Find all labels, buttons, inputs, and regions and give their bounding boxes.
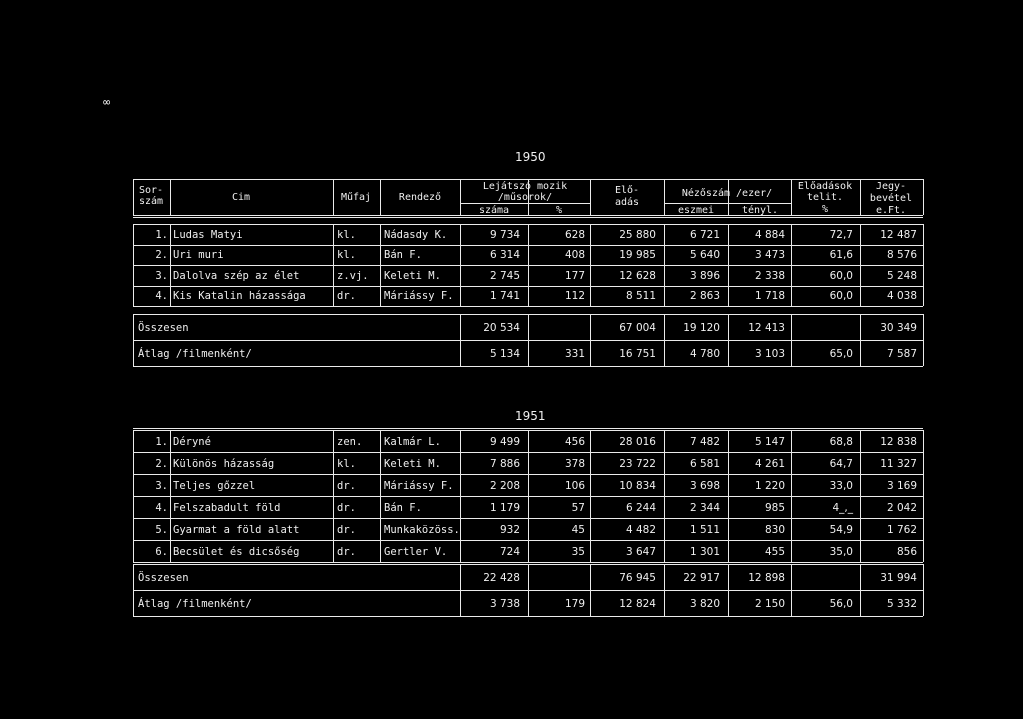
cell-eszmei: 5 640 xyxy=(689,249,720,262)
cell-telit: 64,7 xyxy=(829,457,853,470)
cell-jegy: 12 487 xyxy=(880,228,917,241)
summary-szama: 5 134 xyxy=(489,347,520,360)
summary-eload: 67 004 xyxy=(619,321,656,334)
header-mufaj: Műfaj xyxy=(340,192,372,203)
film-director: Bán F. xyxy=(384,501,422,514)
summary-tenyl: 3 103 xyxy=(754,347,785,360)
cell-eszmei: 3 698 xyxy=(689,479,720,492)
header-jegy: e.Ft. xyxy=(875,205,907,216)
cell-eload: 25 880 xyxy=(619,228,656,241)
cell-eload: 10 834 xyxy=(619,479,656,492)
film-director: Keleti M. xyxy=(384,457,441,470)
cell-jegy: 4 038 xyxy=(886,290,917,303)
cell-eszmei: 2 344 xyxy=(689,501,720,514)
summary-tenyl: 2 150 xyxy=(754,597,785,610)
cell-szama: 2 745 xyxy=(489,269,520,282)
film-title: Becsület és dicsőség xyxy=(173,545,300,558)
vertical-rule xyxy=(923,430,924,562)
row-number: 3. xyxy=(155,269,168,282)
cell-szama: 724 xyxy=(499,545,520,558)
cell-eload: 8 511 xyxy=(625,290,656,303)
film-genre: dr. xyxy=(337,523,356,536)
summary-jegy: 30 349 xyxy=(880,321,917,334)
row-number: 1. xyxy=(155,435,168,448)
summary-szama: 22 428 xyxy=(483,571,520,584)
film-director: Máriássy F. xyxy=(384,290,454,303)
cell-tenyl: 5 147 xyxy=(754,435,785,448)
cell-tenyl: 1 718 xyxy=(754,290,785,303)
corner-mark: ∞ xyxy=(103,95,111,109)
cell-jegy: 11 327 xyxy=(880,457,917,470)
row-number: 6. xyxy=(155,545,168,558)
cell-eszmei: 3 896 xyxy=(689,269,720,282)
cell-szama: 7 886 xyxy=(489,457,520,470)
horizontal-rule xyxy=(133,217,923,218)
vertical-rule xyxy=(923,224,924,306)
cell-eszmei: 7 482 xyxy=(689,435,720,448)
cell-eload: 6 244 xyxy=(625,501,656,514)
film-genre: dr. xyxy=(337,479,356,492)
horizontal-rule xyxy=(133,340,923,341)
year-1950-heading: 1950 xyxy=(515,150,546,164)
film-title: Déryné xyxy=(173,435,211,448)
summary-eszmei: 19 120 xyxy=(683,321,720,334)
cell-jegy: 3 169 xyxy=(886,479,917,492)
summary-eszmei: 3 820 xyxy=(689,597,720,610)
cell-eload: 23 722 xyxy=(619,457,656,470)
cell-pct: 106 xyxy=(564,479,585,492)
horizontal-rule xyxy=(133,562,923,563)
summary-tenyl: 12 413 xyxy=(748,321,785,334)
header-pct: % xyxy=(555,205,563,216)
vertical-rule xyxy=(923,564,924,616)
cell-pct: 35 xyxy=(571,545,585,558)
summary-label: Összesen xyxy=(138,321,189,334)
cell-telit: 4_,_ xyxy=(832,501,853,514)
horizontal-rule xyxy=(133,474,923,475)
cell-jegy: 5 248 xyxy=(886,269,917,282)
film-title: Kis Katalin házassága xyxy=(173,290,306,303)
cell-szama: 1 179 xyxy=(489,501,520,514)
cell-pct: 177 xyxy=(564,269,585,282)
film-director: Keleti M. xyxy=(384,269,441,282)
cell-tenyl: 985 xyxy=(764,501,785,514)
cell-eload: 12 628 xyxy=(619,269,656,282)
cell-tenyl: 830 xyxy=(764,523,785,536)
summary-label: Átlag /filmenként/ xyxy=(138,597,252,610)
header-cim: Cim xyxy=(231,192,251,203)
summary-label: Összesen xyxy=(138,571,189,584)
row-number: 3. xyxy=(155,479,168,492)
film-director: Munkaközöss. xyxy=(384,523,460,536)
cell-tenyl: 4 261 xyxy=(754,457,785,470)
cell-pct: 112 xyxy=(564,290,585,303)
header-nezoszam: Nézőszám /ezer/ xyxy=(681,188,773,199)
film-genre: dr. xyxy=(337,501,356,514)
cell-szama: 9 499 xyxy=(489,435,520,448)
summary-jegy: 5 332 xyxy=(886,597,917,610)
horizontal-rule xyxy=(133,518,923,519)
cell-telit: 33,0 xyxy=(829,479,853,492)
film-director: Nádasdy K. xyxy=(384,228,448,241)
vertical-rule xyxy=(923,314,924,366)
film-title: Gyarmat a föld alatt xyxy=(173,523,300,536)
row-number: 4. xyxy=(155,501,168,514)
row-number: 4. xyxy=(155,290,168,303)
row-number: 1. xyxy=(155,228,168,241)
cell-tenyl: 1 220 xyxy=(754,479,785,492)
summary-szama: 3 738 xyxy=(489,597,520,610)
film-title: Ludas Matyi xyxy=(173,228,243,241)
horizontal-rule xyxy=(133,366,923,367)
cell-tenyl: 2 338 xyxy=(754,269,785,282)
header-sorszam: szám xyxy=(138,196,164,207)
cell-eszmei: 6 581 xyxy=(689,457,720,470)
cell-szama: 9 734 xyxy=(489,228,520,241)
cell-telit: 35,0 xyxy=(829,545,853,558)
cell-tenyl: 4 884 xyxy=(754,228,785,241)
summary-telit: 65,0 xyxy=(829,347,853,360)
horizontal-rule xyxy=(133,540,923,541)
film-genre: zen. xyxy=(337,435,363,448)
cell-telit: 54,9 xyxy=(829,523,853,536)
header-lejatszo-mozik: Lejátszó mozik xyxy=(482,181,568,192)
summary-pct: 331 xyxy=(564,347,585,360)
summary-label: Átlag /filmenként/ xyxy=(138,347,252,360)
header-jegy: Jegy- xyxy=(875,181,907,192)
cell-telit: 68,8 xyxy=(829,435,853,448)
film-title: Uri muri xyxy=(173,249,224,262)
header-lejatszo-mozik: /műsorok/ xyxy=(497,192,553,203)
horizontal-rule xyxy=(133,496,923,497)
row-number: 5. xyxy=(155,523,168,536)
cell-szama: 6 314 xyxy=(489,249,520,262)
film-director: Bán F. xyxy=(384,249,422,262)
summary-eszmei: 4 780 xyxy=(689,347,720,360)
cell-pct: 408 xyxy=(564,249,585,262)
header-eloadasok: Előadások xyxy=(797,181,853,192)
cell-szama: 2 208 xyxy=(489,479,520,492)
header-eloadasok: % xyxy=(821,204,829,215)
cell-tenyl: 3 473 xyxy=(754,249,785,262)
summary-jegy: 7 587 xyxy=(886,347,917,360)
film-genre: z.vj. xyxy=(337,269,369,282)
cell-eszmei: 6 721 xyxy=(689,228,720,241)
cell-pct: 378 xyxy=(564,457,585,470)
cell-telit: 60,0 xyxy=(829,290,853,303)
horizontal-rule xyxy=(133,306,923,307)
film-title: Különös házasság xyxy=(173,457,275,470)
cell-jegy: 8 576 xyxy=(886,249,917,262)
cell-jegy: 856 xyxy=(896,545,917,558)
header-eloadas: Elő- xyxy=(614,185,640,196)
row-number: 2. xyxy=(155,457,168,470)
film-genre: kl. xyxy=(337,457,356,470)
horizontal-rule xyxy=(133,616,923,617)
cell-eload: 3 647 xyxy=(625,545,656,558)
summary-szama: 20 534 xyxy=(483,321,520,334)
film-genre: dr. xyxy=(337,290,356,303)
film-genre: kl. xyxy=(337,249,356,262)
row-number: 2. xyxy=(155,249,168,262)
summary-pct: 179 xyxy=(564,597,585,610)
header-tenyl: tényl. xyxy=(741,205,779,216)
header-szama: száma xyxy=(478,205,510,216)
summary-tenyl: 12 898 xyxy=(748,571,785,584)
film-title: Teljes gőzzel xyxy=(173,479,256,492)
summary-eload: 16 751 xyxy=(619,347,656,360)
summary-jegy: 31 994 xyxy=(880,571,917,584)
film-director: Máriássy F. xyxy=(384,479,454,492)
cell-telit: 72,7 xyxy=(829,228,853,241)
summary-telit: 56,0 xyxy=(829,597,853,610)
cell-eload: 28 016 xyxy=(619,435,656,448)
cell-szama: 1 741 xyxy=(489,290,520,303)
horizontal-rule xyxy=(133,286,923,287)
cell-tenyl: 455 xyxy=(764,545,785,558)
cell-telit: 61,6 xyxy=(829,249,853,262)
horizontal-rule xyxy=(133,265,923,266)
year-1951-heading: 1951 xyxy=(515,409,546,423)
summary-eload: 76 945 xyxy=(619,571,656,584)
header-eloadasok: telit. xyxy=(806,192,844,203)
header-rendezo: Rendező xyxy=(398,192,442,203)
header-sorszam: Sor- xyxy=(138,185,164,196)
cell-jegy: 1 762 xyxy=(886,523,917,536)
header-eloadas: adás xyxy=(614,197,640,208)
cell-pct: 628 xyxy=(564,228,585,241)
summary-eszmei: 22 917 xyxy=(683,571,720,584)
cell-eload: 4 482 xyxy=(625,523,656,536)
cell-eszmei: 1 301 xyxy=(689,545,720,558)
film-title: Dalolva szép az élet xyxy=(173,269,300,282)
film-genre: kl. xyxy=(337,228,356,241)
header-eszmei: eszmei xyxy=(677,205,715,216)
horizontal-rule xyxy=(133,245,923,246)
horizontal-rule xyxy=(133,428,923,429)
film-director: Gertler V. xyxy=(384,545,448,558)
cell-telit: 60,0 xyxy=(829,269,853,282)
cell-szama: 932 xyxy=(499,523,520,536)
header-jegy: bevétel xyxy=(869,193,913,204)
cell-pct: 57 xyxy=(571,501,585,514)
cell-jegy: 12 838 xyxy=(880,435,917,448)
summary-eload: 12 824 xyxy=(619,597,656,610)
film-title: Felszabadult föld xyxy=(173,501,281,514)
cell-jegy: 2 042 xyxy=(886,501,917,514)
film-genre: dr. xyxy=(337,545,356,558)
cell-eszmei: 2 863 xyxy=(689,290,720,303)
horizontal-rule xyxy=(133,452,923,453)
cell-eload: 19 985 xyxy=(619,249,656,262)
cell-eszmei: 1 511 xyxy=(689,523,720,536)
film-director: Kalmár L. xyxy=(384,435,441,448)
cell-pct: 456 xyxy=(564,435,585,448)
cell-pct: 45 xyxy=(571,523,585,536)
horizontal-rule xyxy=(133,590,923,591)
